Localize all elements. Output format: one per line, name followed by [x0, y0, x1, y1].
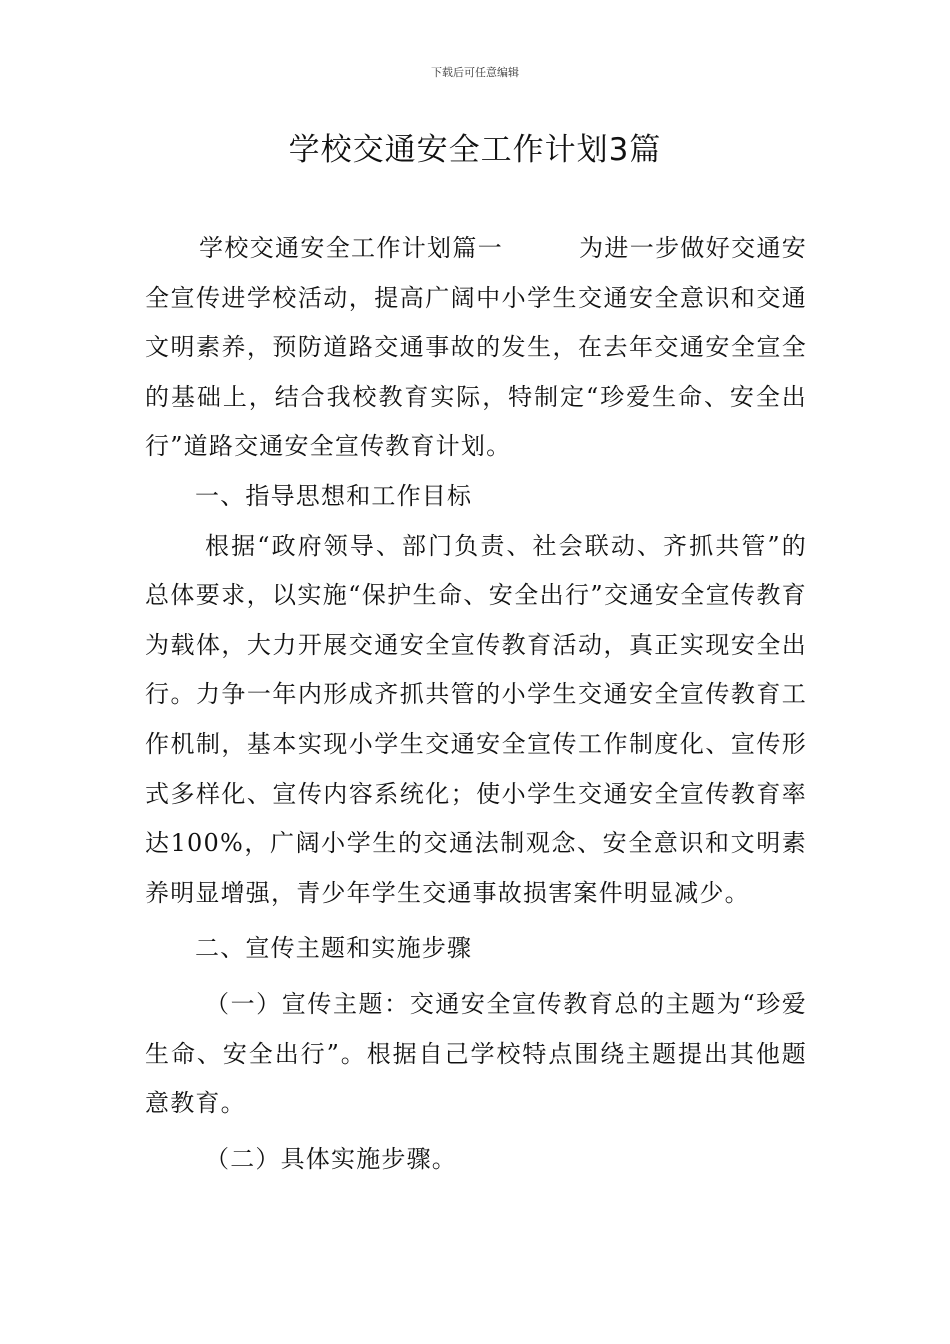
paragraph-steps: （二）具体实施步骤。: [205, 1144, 457, 1173]
page-header-note: 下载后可任意编辑: [431, 66, 519, 79]
section-heading-1: 一、指导思想和工作目标: [195, 481, 473, 510]
document-body: [145, 224, 807, 1184]
paragraph-guiding-thought: 根据“政府领导、部门负责、社会联动、齐抓共管”的总体要求，以实施“保护生命、安全出行”交通安全宣传教育为载体，大力开展交通安全宣传教育活动，真正实现安全出行。力争一年内形成齐抓共管的小学生交通安全宣传教育工作机制，基本实现小学生交通安全宣传工作制度化、宣传形式多样化、宣传内容系统化；使小学生交通安全宣传教育率达100%，广阔小学生的交通法制观念、安全意识和文明素养明显增强，青少年学生交通事故损害案件明显减少。: [145, 531, 807, 907]
document-title: 学校交通安全工作计划3篇: [288, 132, 662, 168]
section-heading-2: 二、宣传主题和实施步骤: [195, 934, 473, 963]
paragraph-intro: 学校交通安全工作计划篇一 为进一步做好交通安全宣传进学校活动，提高广阔中小学生交通安全意识和交通文明素养，预防道路交通事故的发生，在去年交通安全宣全的基础上，结合我校教育实际，特制定“珍爱生命、安全出行”道路交通安全宣传教育计划。: [145, 234, 807, 461]
paragraph-theme: （一）宣传主题：交通安全宣传教育总的主题为“珍爱生命、安全出行”。根据自己学校特点围绕主题提出其他题意教育。: [145, 989, 807, 1118]
